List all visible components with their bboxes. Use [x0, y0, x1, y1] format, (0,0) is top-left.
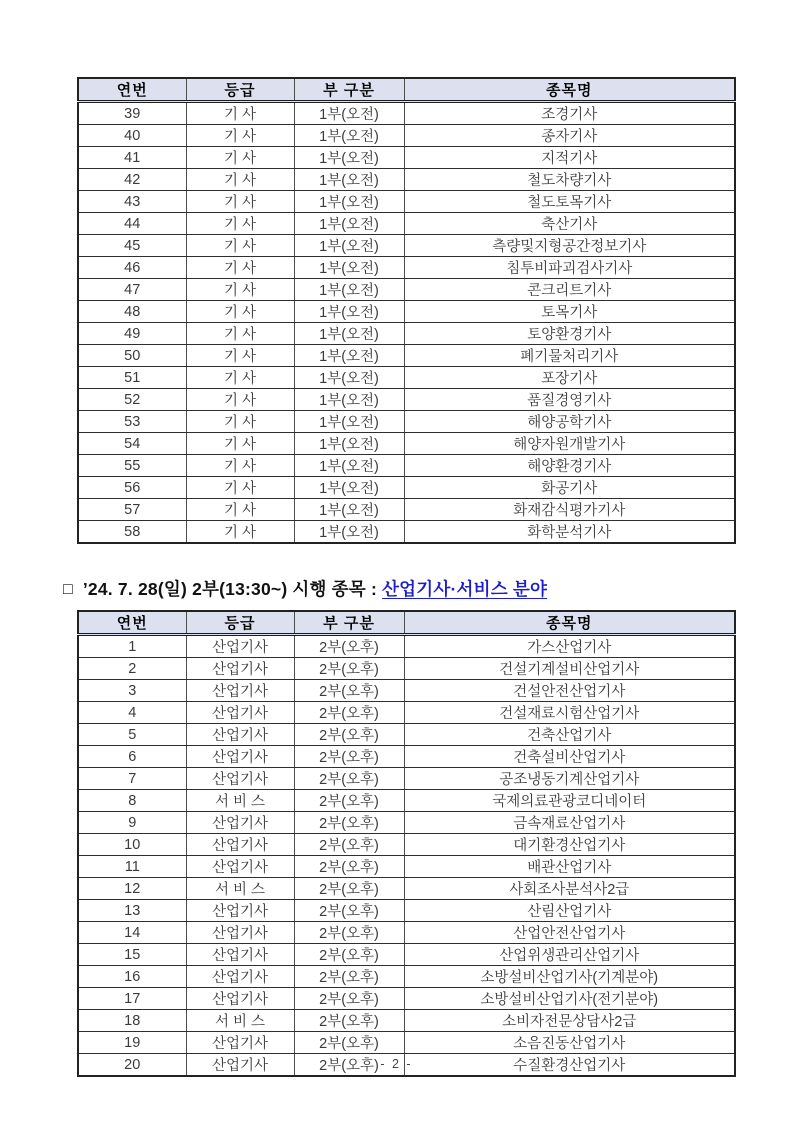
table-cell: 화재감식평가기사	[404, 499, 735, 521]
table-row	[78, 345, 735, 367]
table-cell: 50	[78, 345, 186, 367]
table-cell: 폐기물처리기사	[404, 345, 735, 367]
table-cell: 금속재료산업기사	[404, 812, 735, 834]
table-cell: 1부(오전)	[294, 213, 404, 235]
table-cell: 기 사	[186, 411, 294, 433]
table-cell: 콘크리트기사	[404, 279, 735, 301]
table-cell: 산업기사	[186, 635, 294, 658]
table-cell: 산업기사	[186, 724, 294, 746]
table-row	[78, 235, 735, 257]
table-cell: 18	[78, 1010, 186, 1032]
table-cell: 기 사	[186, 169, 294, 191]
table-cell: 56	[78, 477, 186, 499]
table-cell: 건축설비산업기사	[404, 746, 735, 768]
table-cell: 6	[78, 746, 186, 768]
table-cell: 1부(오전)	[294, 411, 404, 433]
table-cell: 품질경영기사	[404, 389, 735, 411]
table-cell: 산업기사	[186, 658, 294, 680]
table-cell: 1부(오전)	[294, 389, 404, 411]
table-cell: 기 사	[186, 323, 294, 345]
table-cell: 2부(오후)	[294, 790, 404, 812]
table-cell: 화학분석기사	[404, 521, 735, 544]
table-cell: 해양환경기사	[404, 455, 735, 477]
table-header-row	[78, 611, 735, 635]
table-cell: 13	[78, 900, 186, 922]
table-cell: 공조냉동기계산업기사	[404, 768, 735, 790]
table-row	[78, 658, 735, 680]
table-cell: 2부(오후)	[294, 746, 404, 768]
table-cell: 2	[78, 658, 186, 680]
table-cell: 기 사	[186, 477, 294, 499]
table-cell: 산업기사	[186, 812, 294, 834]
table-cell: 45	[78, 235, 186, 257]
table-cell: 소방설비산업기사(기계분야)	[404, 966, 735, 988]
table-cell: 2부(오후)	[294, 966, 404, 988]
table-cell: 40	[78, 125, 186, 147]
table-cell: 산업기사	[186, 944, 294, 966]
morning-session-table	[77, 77, 736, 544]
table-row	[78, 301, 735, 323]
table-cell: 10	[78, 834, 186, 856]
table-cell: 서 비 스	[186, 878, 294, 900]
table-cell: 기 사	[186, 301, 294, 323]
table-cell: 43	[78, 191, 186, 213]
table-cell: 2부(오후)	[294, 944, 404, 966]
table-row	[78, 102, 735, 125]
table-cell: 기 사	[186, 389, 294, 411]
table-cell: 1부(오전)	[294, 257, 404, 279]
table-cell: 1부(오전)	[294, 102, 404, 125]
table-cell: 2부(오후)	[294, 856, 404, 878]
table-row	[78, 966, 735, 988]
table-cell: 해양자원개발기사	[404, 433, 735, 455]
table-cell: 11	[78, 856, 186, 878]
table-cell: 기 사	[186, 191, 294, 213]
table-cell: 기 사	[186, 345, 294, 367]
table-cell: 7	[78, 768, 186, 790]
table-cell: 47	[78, 279, 186, 301]
table-cell: 2부(오후)	[294, 1010, 404, 1032]
table-cell: 1부(오전)	[294, 455, 404, 477]
table-row	[78, 702, 735, 724]
table-cell: 41	[78, 147, 186, 169]
table-cell: 산업기사	[186, 768, 294, 790]
table-row	[78, 169, 735, 191]
table-cell: 기 사	[186, 235, 294, 257]
table-cell: 건축산업기사	[404, 724, 735, 746]
table-cell: 산업기사	[186, 746, 294, 768]
table-row	[78, 746, 735, 768]
table-row	[78, 900, 735, 922]
table-cell: 기 사	[186, 213, 294, 235]
table-cell: 5	[78, 724, 186, 746]
table-cell: 1부(오전)	[294, 301, 404, 323]
table-row	[78, 389, 735, 411]
table-cell: 2부(오후)	[294, 658, 404, 680]
table-cell: 1부(오전)	[294, 147, 404, 169]
column-header: 연번	[78, 78, 186, 102]
table-row	[78, 988, 735, 1010]
table-cell: 1부(오전)	[294, 521, 404, 544]
table-cell: 침투비파괴검사기사	[404, 257, 735, 279]
table-row	[78, 768, 735, 790]
table-cell: 포장기사	[404, 367, 735, 389]
table-cell: 건설재료시험산업기사	[404, 702, 735, 724]
table-row	[78, 878, 735, 900]
column-header: 등급	[186, 611, 294, 635]
table-cell: 2부(오후)	[294, 878, 404, 900]
afternoon-heading-link[interactable]: 산업기사·서비스 분야	[382, 579, 548, 599]
table-cell: 산업기사	[186, 1032, 294, 1054]
table-cell: 산업기사	[186, 680, 294, 702]
table-row	[78, 790, 735, 812]
table-cell: 2부(오후)	[294, 988, 404, 1010]
table-cell: 48	[78, 301, 186, 323]
table-cell: 기 사	[186, 102, 294, 125]
column-header: 종목명	[404, 78, 735, 102]
table-row	[78, 856, 735, 878]
table-cell: 51	[78, 367, 186, 389]
table-cell: 2부(오후)	[294, 1054, 404, 1077]
table-cell: 기 사	[186, 257, 294, 279]
table-cell: 42	[78, 169, 186, 191]
afternoon-session-table	[77, 610, 736, 1077]
table-cell: 종자기사	[404, 125, 735, 147]
table-row	[78, 125, 735, 147]
table-cell: 산업기사	[186, 966, 294, 988]
afternoon-heading-label: ’24. 7. 28(일) 2부(13:30~) 시행 종목 :	[82, 579, 383, 599]
table-cell: 철도토목기사	[404, 191, 735, 213]
table-cell: 15	[78, 944, 186, 966]
table-cell: 화공기사	[404, 477, 735, 499]
table-cell: 가스산업기사	[404, 635, 735, 658]
square-bullet-icon: □	[63, 581, 73, 598]
table-cell: 1부(오전)	[294, 367, 404, 389]
table-cell: 산업기사	[186, 900, 294, 922]
table-cell: 기 사	[186, 125, 294, 147]
table-row	[78, 635, 735, 658]
table-row	[78, 1032, 735, 1054]
table-cell: 산업기사	[186, 702, 294, 724]
table-cell: 17	[78, 988, 186, 1010]
table-cell: 1부(오전)	[294, 191, 404, 213]
table-cell: 산림산업기사	[404, 900, 735, 922]
table-cell: 1부(오전)	[294, 499, 404, 521]
table-cell: 49	[78, 323, 186, 345]
column-header: 부 구분	[294, 78, 404, 102]
table-row	[78, 812, 735, 834]
table-cell: 1부(오전)	[294, 125, 404, 147]
table-cell: 53	[78, 411, 186, 433]
table-row	[78, 191, 735, 213]
table-cell: 44	[78, 213, 186, 235]
table-cell: 기 사	[186, 521, 294, 544]
table-cell: 산업기사	[186, 1054, 294, 1077]
table-cell: 20	[78, 1054, 186, 1077]
table-cell: 해양공학기사	[404, 411, 735, 433]
table-cell: 산업위생관리산업기사	[404, 944, 735, 966]
table-cell: 1부(오전)	[294, 279, 404, 301]
table-row	[78, 257, 735, 279]
table-cell: 3	[78, 680, 186, 702]
table-cell: 57	[78, 499, 186, 521]
table-cell: 수질환경산업기사	[404, 1054, 735, 1077]
table-cell: 지적기사	[404, 147, 735, 169]
table-cell: 2부(오후)	[294, 1032, 404, 1054]
table-cell: 산업기사	[186, 922, 294, 944]
table-header-row	[78, 78, 735, 102]
page-content	[63, 77, 734, 1077]
table-cell: 기 사	[186, 499, 294, 521]
table-cell: 서 비 스	[186, 1010, 294, 1032]
table-cell: 1부(오전)	[294, 323, 404, 345]
table-row	[78, 499, 735, 521]
table-row	[78, 411, 735, 433]
table-cell: 건설기계설비산업기사	[404, 658, 735, 680]
table-cell: 축산기사	[404, 213, 735, 235]
table-cell: 9	[78, 812, 186, 834]
table-cell: 철도차량기사	[404, 169, 735, 191]
table-cell: 사회조사분석사2급	[404, 878, 735, 900]
table-cell: 16	[78, 966, 186, 988]
table-cell: 산업기사	[186, 988, 294, 1010]
table-cell: 건설안전산업기사	[404, 680, 735, 702]
table-cell: 2부(오후)	[294, 635, 404, 658]
table-cell: 소음진동산업기사	[404, 1032, 735, 1054]
table-cell: 토목기사	[404, 301, 735, 323]
table-cell: 1부(오전)	[294, 235, 404, 257]
table-cell: 2부(오후)	[294, 812, 404, 834]
table-cell: 기 사	[186, 367, 294, 389]
table-cell: 토양환경기사	[404, 323, 735, 345]
table-cell: 2부(오후)	[294, 702, 404, 724]
table-row	[78, 147, 735, 169]
table-cell: 산업기사	[186, 856, 294, 878]
table-row	[78, 367, 735, 389]
table-cell: 서 비 스	[186, 790, 294, 812]
table-cell: 2부(오후)	[294, 680, 404, 702]
column-header: 종목명	[404, 611, 735, 635]
table-row	[78, 922, 735, 944]
table-cell: 4	[78, 702, 186, 724]
table-cell: 52	[78, 389, 186, 411]
table-cell: 2부(오후)	[294, 768, 404, 790]
table-cell: 측량및지형공간정보기사	[404, 235, 735, 257]
table-cell: 기 사	[186, 455, 294, 477]
table-cell: 소비자전문상담사2급	[404, 1010, 735, 1032]
table-row	[78, 724, 735, 746]
table-cell: 46	[78, 257, 186, 279]
table-cell: 54	[78, 433, 186, 455]
table-cell: 8	[78, 790, 186, 812]
table-cell: 기 사	[186, 147, 294, 169]
column-header: 연번	[78, 611, 186, 635]
table-cell: 1부(오전)	[294, 477, 404, 499]
table-cell: 55	[78, 455, 186, 477]
table-cell: 배관산업기사	[404, 856, 735, 878]
table-cell: 소방설비산업기사(전기분야)	[404, 988, 735, 1010]
table-row	[78, 1010, 735, 1032]
table-cell: 12	[78, 878, 186, 900]
table-cell: 58	[78, 521, 186, 544]
table-cell: 2부(오후)	[294, 922, 404, 944]
table-cell: 19	[78, 1032, 186, 1054]
table-cell: 산업기사	[186, 834, 294, 856]
table-cell: 2부(오후)	[294, 900, 404, 922]
table-row	[78, 477, 735, 499]
table-cell: 14	[78, 922, 186, 944]
table-row	[78, 213, 735, 235]
column-header: 등급	[186, 78, 294, 102]
table-row	[78, 944, 735, 966]
table-row	[78, 323, 735, 345]
table-cell: 국제의료관광코디네이터	[404, 790, 735, 812]
table-cell: 1부(오전)	[294, 433, 404, 455]
table-row	[78, 834, 735, 856]
table-cell: 기 사	[186, 279, 294, 301]
table-cell: 1부(오전)	[294, 169, 404, 191]
table-cell: 1부(오전)	[294, 345, 404, 367]
table-row	[78, 455, 735, 477]
table-cell: 2부(오후)	[294, 834, 404, 856]
table-cell: 39	[78, 102, 186, 125]
table-cell: 조경기사	[404, 102, 735, 125]
afternoon-section-heading	[63, 576, 734, 601]
table-cell: 대기환경산업기사	[404, 834, 735, 856]
table-row	[78, 521, 735, 544]
table-row	[78, 433, 735, 455]
table-row	[78, 279, 735, 301]
page-number: - 2 -	[380, 1057, 413, 1071]
table-cell: 산업안전산업기사	[404, 922, 735, 944]
column-header: 부 구분	[294, 611, 404, 635]
table-cell: 기 사	[186, 433, 294, 455]
table-row	[78, 680, 735, 702]
table-cell: 1	[78, 635, 186, 658]
table-cell: 2부(오후)	[294, 724, 404, 746]
